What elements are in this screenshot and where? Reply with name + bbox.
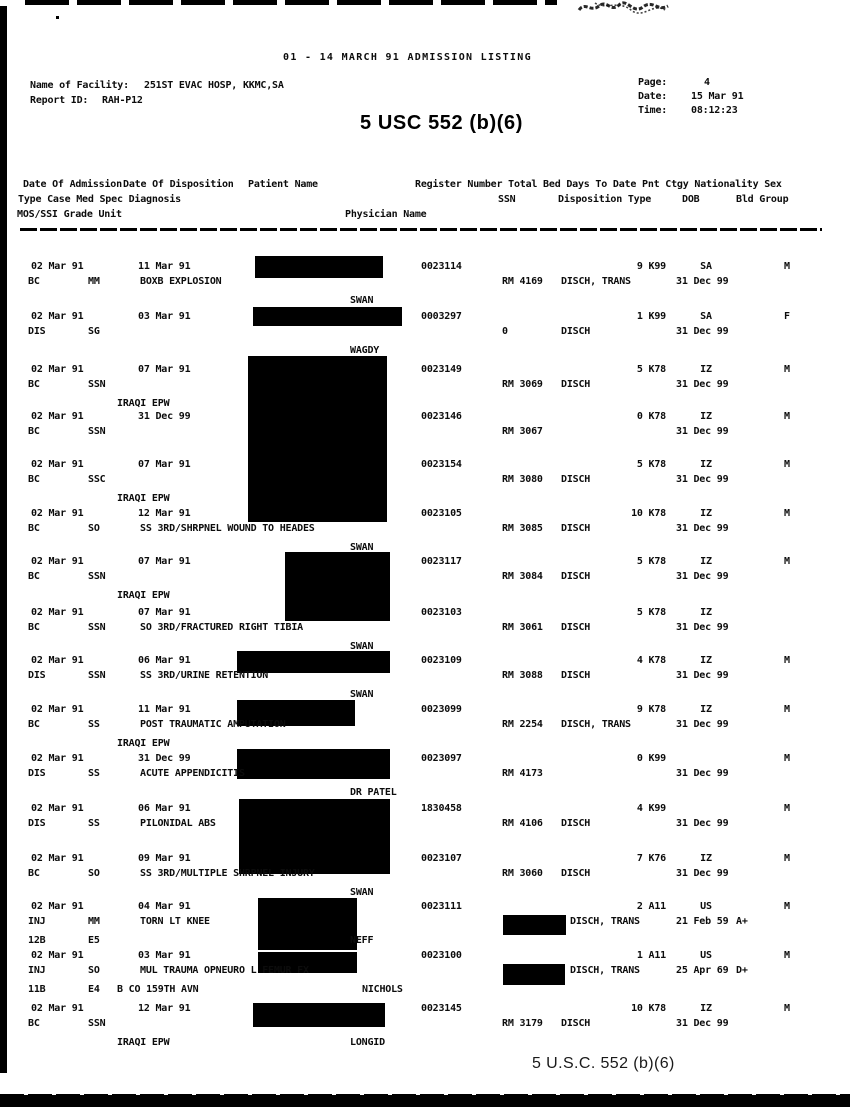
- diagnosis: TORN LT KNEE: [140, 916, 210, 927]
- bed-days: 10 K78: [631, 508, 666, 519]
- bed-days: 9 K99: [636, 261, 666, 272]
- foia-exemption-stamp-bottom: 5 U.S.C. 552 (b)(6): [532, 1055, 675, 1072]
- type-case: INJ: [28, 965, 46, 976]
- register-number: 0023105: [421, 508, 462, 519]
- physician-name: SWAN: [350, 641, 374, 652]
- scan-edge-strip-left: [0, 6, 7, 1073]
- disposition-type: DISCH, TRANS: [561, 276, 631, 287]
- dob: 31 Dec 99: [676, 622, 729, 633]
- register-number: 0023099: [421, 704, 462, 715]
- redaction-box: [503, 964, 565, 985]
- med-spec: SSC: [88, 474, 106, 485]
- type-case: BC: [28, 868, 40, 879]
- report-id-label: Report ID:: [30, 95, 89, 106]
- header-separator-line: [20, 228, 822, 231]
- register-number: 1830458: [421, 803, 462, 814]
- disposition-type: DISCH: [561, 379, 591, 390]
- disposition-date: 03 Mar 91: [138, 950, 191, 961]
- disposition-type: DISCH: [561, 571, 591, 582]
- type-case: BC: [28, 379, 40, 390]
- ssn-value: RM 4106: [502, 818, 543, 829]
- type-case: DIS: [28, 326, 46, 337]
- sex: M: [784, 704, 790, 715]
- bed-days: 1 K99: [636, 311, 666, 322]
- ssn-value: RM 3088: [502, 670, 543, 681]
- disposition-date: 12 Mar 91: [138, 508, 191, 519]
- nationality: US: [700, 950, 712, 961]
- disposition-date: 04 Mar 91: [138, 901, 191, 912]
- grade: E4: [88, 984, 100, 995]
- physician-name: LONGID: [350, 1037, 385, 1048]
- unit: IRAQI EPW: [117, 738, 170, 749]
- disposition-date: 07 Mar 91: [138, 607, 191, 618]
- redaction-box: [253, 307, 402, 326]
- sex: M: [784, 655, 790, 666]
- col-header-mos-group: MOS/SSI Grade Unit: [17, 209, 122, 220]
- med-spec: SS: [88, 719, 100, 730]
- nationality: IZ: [700, 655, 712, 666]
- admission-date: 02 Mar 91: [31, 803, 84, 814]
- nationality: IZ: [700, 607, 712, 618]
- bed-days: 5 K78: [636, 607, 666, 618]
- sex: M: [784, 753, 790, 764]
- nationality: IZ: [700, 364, 712, 375]
- col-header-register-group: Register Number Total Bed Days To Date Pnt Ctgy Nationality Sex: [415, 179, 782, 190]
- admission-date: 02 Mar 91: [31, 261, 84, 272]
- disposition-type: DISCH: [561, 622, 591, 633]
- bed-days: 4 K99: [636, 803, 666, 814]
- ssn-value: RM 3080: [502, 474, 543, 485]
- grade: E5: [88, 935, 100, 946]
- diagnosis: ACUTE APPENDICITIS: [140, 768, 245, 779]
- nationality: US: [700, 901, 712, 912]
- type-case: DIS: [28, 670, 46, 681]
- diagnosis: POST TRAUMATIC AMPUTATION: [140, 719, 286, 730]
- register-number: 0023107: [421, 853, 462, 864]
- bed-days: 4 K78: [636, 655, 666, 666]
- blood-group: D+: [736, 965, 748, 976]
- ssn-value: RM 3085: [502, 523, 543, 534]
- ssn-value: RM 4173: [502, 768, 543, 779]
- diagnosis: BOXB EXPLOSION: [140, 276, 222, 287]
- disposition-date: 06 Mar 91: [138, 655, 191, 666]
- type-case: BC: [28, 426, 40, 437]
- dob: 31 Dec 99: [676, 719, 729, 730]
- register-number: 0023111: [421, 901, 462, 912]
- disposition-type: DISCH: [561, 818, 591, 829]
- dob: 31 Dec 99: [676, 670, 729, 681]
- diagnosis: SO 3RD/FRACTURED RIGHT TIBIA: [140, 622, 303, 633]
- sex: M: [784, 411, 790, 422]
- mos: 12B: [28, 935, 46, 946]
- dob: 31 Dec 99: [676, 426, 729, 437]
- ink-smudge: [575, 0, 675, 20]
- nationality: IZ: [700, 853, 712, 864]
- time-value: 08:12:23: [691, 105, 738, 116]
- ssn-value: RM 3084: [502, 571, 543, 582]
- disposition-date: 31 Dec 99: [138, 753, 191, 764]
- med-spec: SS: [88, 768, 100, 779]
- ssn-value: RM 3060: [502, 868, 543, 879]
- type-case: BC: [28, 523, 40, 534]
- sex: M: [784, 901, 790, 912]
- physician-name: SWAN: [350, 689, 374, 700]
- sex: F: [784, 311, 790, 322]
- register-number: 0023100: [421, 950, 462, 961]
- disposition-date: 07 Mar 91: [138, 459, 191, 470]
- col-header-type-case-group: Type Case Med Spec Diagnosis: [18, 194, 181, 205]
- ssn-value: 0: [502, 326, 508, 337]
- col-header-patient-name: Patient Name: [248, 179, 318, 190]
- physician-name: SWAN: [350, 887, 374, 898]
- col-header-ssn: SSN: [498, 194, 516, 205]
- sex: M: [784, 853, 790, 864]
- sex: M: [784, 364, 790, 375]
- disposition-type: DISCH: [561, 868, 591, 879]
- disposition-type: DISCH: [561, 523, 591, 534]
- diagnosis: SS 3RD/MULTIPLE SHRPNEL INJURY: [140, 868, 315, 879]
- sex: M: [784, 459, 790, 470]
- diagnosis: MUL TRAUMA OPNEURO L FEMUR FX: [140, 965, 309, 976]
- type-case: BC: [28, 474, 40, 485]
- admission-date: 02 Mar 91: [31, 753, 84, 764]
- disposition-date: 07 Mar 91: [138, 556, 191, 567]
- admission-date: 02 Mar 91: [31, 311, 84, 322]
- nationality: IZ: [700, 1003, 712, 1014]
- med-spec: SSN: [88, 379, 106, 390]
- date-value: 15 Mar 91: [691, 91, 744, 102]
- bed-days: 1 A11: [636, 950, 666, 961]
- scan-edge-dashes-bottom: [0, 1092, 850, 1095]
- dob: 31 Dec 99: [676, 523, 729, 534]
- bed-days: 9 K78: [636, 704, 666, 715]
- type-case: BC: [28, 276, 40, 287]
- med-spec: SO: [88, 523, 100, 534]
- bed-days: 5 K78: [636, 556, 666, 567]
- ink-dot: [56, 16, 59, 19]
- redaction-box: [248, 356, 387, 522]
- bed-days: 0 K78: [636, 411, 666, 422]
- admission-date: 02 Mar 91: [31, 607, 84, 618]
- diagnosis: SS 3RD/URINE RETENTION: [140, 670, 269, 681]
- redaction-box: [285, 552, 390, 621]
- physician-name: SWAN: [350, 542, 374, 553]
- med-spec: MM: [88, 916, 100, 927]
- bed-days: 5 K78: [636, 364, 666, 375]
- type-case: DIS: [28, 818, 46, 829]
- ssn-value: RM 2254: [502, 719, 543, 730]
- med-spec: SO: [88, 868, 100, 879]
- unit: B CO 159TH AVN: [117, 984, 199, 995]
- med-spec: SSN: [88, 426, 106, 437]
- nationality: IZ: [700, 508, 712, 519]
- admission-date: 02 Mar 91: [31, 901, 84, 912]
- register-number: 0023097: [421, 753, 462, 764]
- unit: IRAQI EPW: [117, 398, 170, 409]
- col-header-bld-group: Bld Group: [736, 194, 789, 205]
- facility-label: Name of Facility:: [30, 80, 129, 91]
- nationality: SA: [700, 311, 712, 322]
- col-header-physician: Physician Name: [345, 209, 427, 220]
- med-spec: SS: [88, 818, 100, 829]
- admission-date: 02 Mar 91: [31, 459, 84, 470]
- type-case: DIS: [28, 768, 46, 779]
- med-spec: SO: [88, 965, 100, 976]
- admission-date: 02 Mar 91: [31, 655, 84, 666]
- col-header-disposition-type: Disposition Type: [558, 194, 652, 205]
- sex: M: [784, 508, 790, 519]
- time-label: Time:: [638, 105, 668, 116]
- ssn-value: RM 3067: [502, 426, 543, 437]
- foia-exemption-stamp-top: 5 USC 552 (b)(6): [360, 112, 523, 134]
- dob: 21 Feb 59: [676, 916, 729, 927]
- physician-name: DR PATEL: [350, 787, 397, 798]
- disposition-type: DISCH: [561, 326, 591, 337]
- physician-name: WAGDY: [350, 345, 380, 356]
- disposition-date: 03 Mar 91: [138, 311, 191, 322]
- bed-days: 10 K78: [631, 1003, 666, 1014]
- disposition-date: 11 Mar 91: [138, 261, 191, 272]
- register-number: 0023154: [421, 459, 462, 470]
- admission-date: 02 Mar 91: [31, 950, 84, 961]
- disposition-type: DISCH: [561, 670, 591, 681]
- bed-days: 2 A11: [636, 901, 666, 912]
- redaction-box: [503, 915, 566, 935]
- dob: 31 Dec 99: [676, 768, 729, 779]
- type-case: BC: [28, 571, 40, 582]
- facility-value: 251ST EVAC HOSP, KKMC,SA: [144, 80, 284, 91]
- bed-days: 0 K99: [636, 753, 666, 764]
- nationality: IZ: [700, 704, 712, 715]
- med-spec: SSN: [88, 670, 106, 681]
- scan-edge-bar-bottom: [0, 1094, 850, 1107]
- sex: M: [784, 556, 790, 567]
- type-case: BC: [28, 622, 40, 633]
- admission-date: 02 Mar 91: [31, 411, 84, 422]
- register-number: 0023103: [421, 607, 462, 618]
- ssn-value: RM 3061: [502, 622, 543, 633]
- disposition-date: 06 Mar 91: [138, 803, 191, 814]
- register-number: 0023146: [421, 411, 462, 422]
- disposition-type: DISCH: [561, 474, 591, 485]
- med-spec: SSN: [88, 622, 106, 633]
- sex: M: [784, 803, 790, 814]
- page-number: 4: [704, 77, 710, 88]
- nationality: SA: [700, 261, 712, 272]
- dob: 31 Dec 99: [676, 868, 729, 879]
- diagnosis: SS 3RD/SHRPNEL WOUND TO HEADES: [140, 523, 315, 534]
- disposition-date: 09 Mar 91: [138, 853, 191, 864]
- disposition-date: 31 Dec 99: [138, 411, 191, 422]
- redaction-box: [239, 799, 390, 874]
- admission-date: 02 Mar 91: [31, 704, 84, 715]
- report-id-value: RAH-P12: [102, 95, 143, 106]
- ssn-value: RM 3069: [502, 379, 543, 390]
- register-number: 0023149: [421, 364, 462, 375]
- register-number: 0003297: [421, 311, 462, 322]
- sex: M: [784, 1003, 790, 1014]
- ssn-value: RM 4169: [502, 276, 543, 287]
- ssn-value: RM 3179: [502, 1018, 543, 1029]
- report-title: 01 - 14 MARCH 91 ADMISSION LISTING: [283, 52, 532, 63]
- col-header-admission: Date Of Admission: [23, 179, 122, 190]
- unit: IRAQI EPW: [117, 493, 170, 504]
- redaction-box: [253, 1003, 385, 1027]
- physician-name: SWAN: [350, 295, 374, 306]
- redaction-box: [237, 749, 390, 779]
- sex: M: [784, 950, 790, 961]
- date-label: Date:: [638, 91, 668, 102]
- admission-date: 02 Mar 91: [31, 556, 84, 567]
- admission-date: 02 Mar 91: [31, 853, 84, 864]
- med-spec: MM: [88, 276, 100, 287]
- type-case: BC: [28, 719, 40, 730]
- diagnosis: PILONIDAL ABS: [140, 818, 216, 829]
- unit: IRAQI EPW: [117, 1037, 170, 1048]
- dob: 31 Dec 99: [676, 379, 729, 390]
- disposition-date: 11 Mar 91: [138, 704, 191, 715]
- disposition-date: 07 Mar 91: [138, 364, 191, 375]
- disposition-type: DISCH, TRANS: [570, 965, 640, 976]
- unit: IRAQI EPW: [117, 590, 170, 601]
- dob: 31 Dec 99: [676, 326, 729, 337]
- col-header-dob: DOB: [682, 194, 700, 205]
- bed-days: 5 K78: [636, 459, 666, 470]
- type-case: BC: [28, 1018, 40, 1029]
- med-spec: SSN: [88, 1018, 106, 1029]
- dob: 31 Dec 99: [676, 474, 729, 485]
- dob: 31 Dec 99: [676, 571, 729, 582]
- disposition-date: 12 Mar 91: [138, 1003, 191, 1014]
- med-spec: SG: [88, 326, 100, 337]
- disposition-type: DISCH, TRANS: [561, 719, 631, 730]
- physician-name: NEFF: [350, 935, 374, 946]
- sex: M: [784, 261, 790, 272]
- col-header-disposition: Date Of Disposition: [123, 179, 234, 190]
- scan-edge-dashes-top: [25, 0, 557, 5]
- register-number: 0023114: [421, 261, 462, 272]
- nationality: IZ: [700, 459, 712, 470]
- blood-group: A+: [736, 916, 748, 927]
- redaction-box: [255, 256, 383, 278]
- dob: 25 Apr 69: [676, 965, 729, 976]
- dob: 31 Dec 99: [676, 818, 729, 829]
- page-label: Page:: [638, 77, 668, 88]
- register-number: 0023117: [421, 556, 462, 567]
- dob: 31 Dec 99: [676, 276, 729, 287]
- nationality: IZ: [700, 556, 712, 567]
- register-number: 0023109: [421, 655, 462, 666]
- disposition-type: DISCH, TRANS: [570, 916, 640, 927]
- physician-name: NICHOLS: [362, 984, 403, 995]
- med-spec: SSN: [88, 571, 106, 582]
- admission-date: 02 Mar 91: [31, 364, 84, 375]
- admission-date: 02 Mar 91: [31, 508, 84, 519]
- disposition-type: DISCH: [561, 1018, 591, 1029]
- nationality: IZ: [700, 411, 712, 422]
- dob: 31 Dec 99: [676, 1018, 729, 1029]
- type-case: INJ: [28, 916, 46, 927]
- mos: 11B: [28, 984, 46, 995]
- register-number: 0023145: [421, 1003, 462, 1014]
- bed-days: 7 K76: [636, 853, 666, 864]
- redaction-box: [258, 898, 357, 950]
- admission-date: 02 Mar 91: [31, 1003, 84, 1014]
